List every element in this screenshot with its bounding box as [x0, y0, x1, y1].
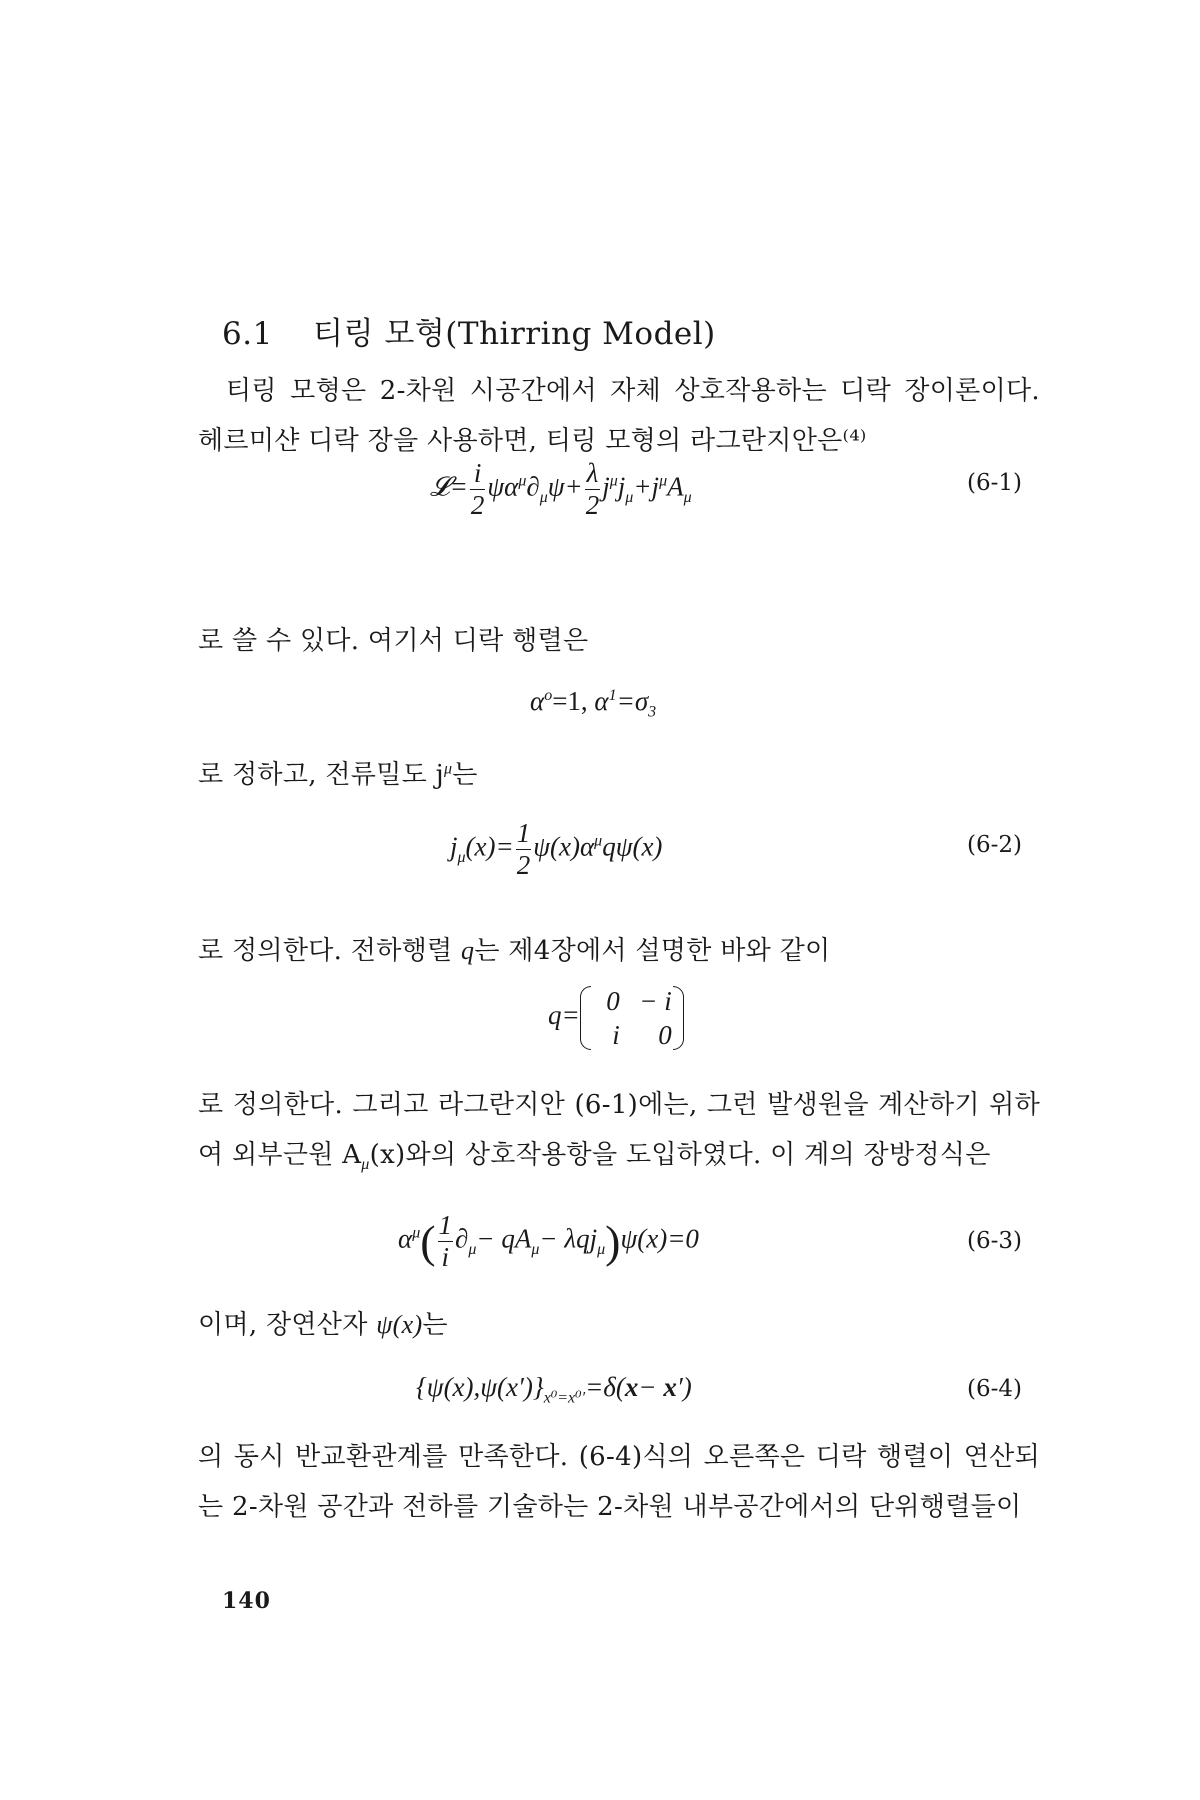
equation-6-4-body: $\{\psi(x),\psi(x')\}_{x^0=x^0'}=\delta(x- x')$ — [416, 1372, 692, 1407]
section-heading — [222, 308, 716, 353]
fraction-lambda-over-2: $\frac{\lambda}{2}$ — [585, 458, 600, 520]
paragraph-dirac-matrices: 로 쓸 수 있다. 여기서 디락 행렬은 — [198, 626, 589, 656]
equation-6-3-body: $\alpha^\mu$( $\frac{1}{i}$ $\partial_\mu- qA_\mu- \lambda qj_\mu)\psi(x)=0$ — [398, 1210, 699, 1272]
paragraph-intro: 티링 모형은 2-차원 시공간에서 자체 상호작용하는 디락 장이론이다. 헤르미샨 디락 장을 사용하면, 티링 모형의 라그란지안은⁽⁴⁾ — [198, 376, 1040, 456]
page-number: 140 — [222, 1588, 271, 1614]
paragraph-external-source: 로 정의한다. 그리고 라그란지안 (6-1)에는, 그런 발생원을 계산하기 위하여 외부근원 $A_\mu(x)$와의 상호작용항을 도입하였다. 이 계의 장방정식은 — [198, 1090, 1040, 1174]
fraction-1-over-2: $\frac{1}{2}$ — [516, 818, 531, 880]
paragraph-anticommutation: 의 동시 반교환관계를 만족한다. (6-4)식의 오른쪽은 디락 행렬이 연산되는 2-차원 공간과 전하를 기술하는 2-차원 내부공간에서의 단위행렬들이 — [198, 1442, 1040, 1522]
equation-6-2-body: $j_\mu(x)=$ $\frac{1}{2}$ $\psi(x)\alpha^\mu q\psi(x)$ — [450, 818, 663, 880]
fraction-1-over-i: $\frac{1}{i}$ — [438, 1210, 453, 1272]
equation-6-1-body: 𝓛= $\frac{i}{2}$ $\psi\alpha^\mu\partial_\mu\psi+$ $\frac{\lambda}{2}$ $j^\mu j_\mu+j^\mu A_\mu$ — [430, 458, 692, 520]
document-page: 6.1 티링 모형(Thirring Model) 티링 모형은 2-차원 시공간에서 자체 상호작용하는 디락 장이론이다. 헤르미샨 디락 장을 사용하면, 티링 모형의 라그란지안은⁽⁴⁾ 𝓛= $\frac{i}{2}$ $\psi\alpha^\mu\partial_\mu\psi+$ $\frac{\lambda}{2}$ $j^\mu j_\mu+j^\mu A_\mu$ (6-1) 로 쓸 수 있다. 여기서 디락 행렬은 $\alpha^o=1$, $\alpha^1=\sigma_3$ 로 정하고, 전류밀도 $j^\mu$는 $j_\mu(x)=$ $\frac{1}{2}$ $\psi(x)\alpha^\mu q\psi(x)$ (6-2) 로 정의한다. 전하행렬 q는 제4장에서 설명한 바와 같이 q= 0 − i i 0 로 정의한다. 그리고 라그란지안 (6-1)에는, 그런 발생원을 계산하기 위하여 외부근원 $A_\mu(x)$와의 상호작용항을 도입하였다. 이 계의 장방정식은 $\alpha^\mu$( $\frac{1}{i}$ $\partial_\mu- qA_\mu- \lambda qj_\mu)\psi(x)=0$ (6-3) 이며, 장연산자 ψ(x)는 $\{\psi(x),\psi(x')\}_{x^0=x^0'}=\delta(x- x')$ (6-4) 의 동시 반교환관계를 만족한다. (6-4)식의 오른쪽은 디락 행렬이 연산되는 2-차원 공간과 전하를 기술하는 2-차원 내부공간에서의 단위행렬들이 140 — [0, 0, 1200, 1800]
section-number: 6.1 — [222, 316, 273, 352]
section-title: 티링 모형(Thirring Model) — [313, 316, 716, 352]
equation-6-1-label: (6-1) — [967, 470, 1022, 496]
paragraph-charge-matrix: 로 정의한다. 전하행렬 q는 제4장에서 설명한 바와 같이 — [198, 936, 831, 966]
lagrangian-symbol: 𝓛 — [430, 471, 450, 502]
equation-6-2-label: (6-2) — [967, 832, 1022, 858]
equation-6-4-label: (6-4) — [967, 1376, 1022, 1402]
equation-6-3-label: (6-3) — [967, 1228, 1022, 1254]
charge-matrix: 0 − i i 0 — [580, 984, 684, 1052]
paragraph-field-operator: 이며, 장연산자 ψ(x)는 — [198, 1310, 448, 1340]
fraction-i-over-2: $\frac{i}{2}$ — [470, 458, 485, 520]
paragraph-current-density: 로 정하고, 전류밀도 $j^\mu$는 — [198, 760, 478, 790]
